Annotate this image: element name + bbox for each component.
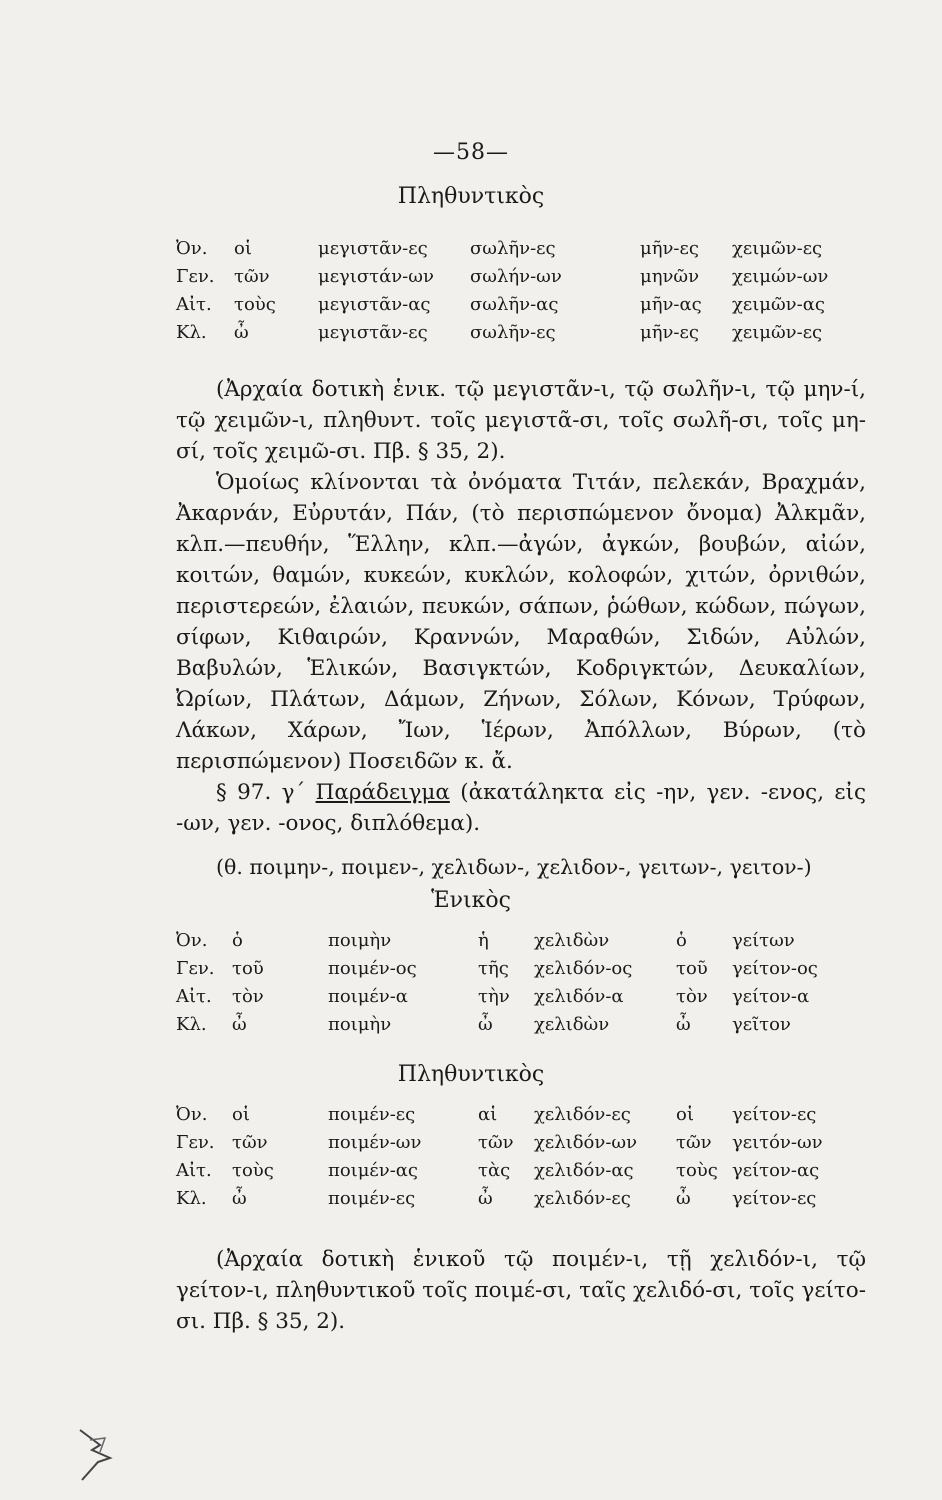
ink-blot-mark: [70, 1410, 150, 1490]
page-number: —58—: [433, 140, 509, 165]
article-masc-2: ὦ: [676, 1014, 691, 1035]
form-geiton: γείτον-ες: [732, 1104, 817, 1125]
section-number: § 97. γ΄: [216, 780, 306, 805]
article-fem: τῶν: [478, 1132, 514, 1153]
similar-nouns-paragraph: Ὁμοίως κλίνονται τὰ ὀνόματα Τιτάν, πελεκάν, Βραχμάν, Ἀκαρνάν, Εὐρυτάν, Πάν, (τὸ περισπώμενον ὄνομα) Ἀλκμᾶν, κλπ.—πευθήν, Ἕλλην, κλπ.—ἀγών, ἀγκών, βουβών, αἰών, κοιτών, θαμών, κυκεών, κυκλών, κολοφών, χιτών, ὀρνιθών, περιστερεών, ἐλαιών, πευκών, σάπων, ῥώθων, κώδων, πώγων, σίφων, Κιθαιρών, Κραννών, Μαραθών, Σιδών, Αὐλών, Βαβυλών, Ἑλικών, Βασιγκτών, Κοδριγκτών, Δευκαλίων, Ὠρίων, Πλάτων, Δάμων, Ζήνων, Σόλων, Κόνων, Τρύφων, Λάκων, Χάρων, Ἴων, Ἱέρων, Ἀπόλλων, Βύρων, (τὸ περισπώμενον) Ποσειδῶν κ. ἄ.: [176, 470, 866, 774]
table-row: [176, 1104, 856, 1132]
case-label: Γεν.: [176, 1132, 215, 1153]
form-megistan: μεγιστᾶν-ες: [318, 322, 428, 343]
form-geiton: γειτόν-ων: [732, 1132, 823, 1153]
form-chelidon: χελιδὼν: [534, 930, 610, 951]
article-masc: τῶν: [232, 1132, 268, 1153]
form-cheimon: χειμῶν-ες: [732, 322, 823, 343]
article-masc-2: ὁ: [676, 930, 687, 951]
form-megistan: μεγιστᾶν-ας: [318, 294, 431, 315]
form-chelidon: χελιδόν-ες: [534, 1188, 631, 1209]
form-chelidon: χελιδόν-ες: [534, 1104, 631, 1125]
article-fem: ὦ: [478, 1188, 493, 1209]
article-masc: οἱ: [232, 1104, 250, 1125]
body-text-block-2: [176, 1244, 866, 1337]
case-label: Κλ.: [176, 1188, 207, 1209]
theme-line: [176, 852, 866, 883]
table-row: [176, 930, 856, 958]
declension-table-singular: [176, 930, 856, 1042]
form-chelidon: χελιδόν-ας: [534, 1160, 634, 1181]
singular-heading: Ἑνικὸς: [431, 888, 511, 913]
form-chelidon: χελιδὼν: [534, 1014, 610, 1035]
form-geiton: γείτον-ας: [732, 1160, 820, 1181]
form-geiton: γεῖτον: [732, 1014, 791, 1035]
case-label: Κλ.: [176, 322, 207, 343]
ancient-dative-note: (Ἀρχαία δοτικὴ ἑνικ. τῷ μεγιστᾶν-ι, τῷ σωλῆν-ι, τῷ μην-ί, τῷ χειμῶν-ι, πληθυντ. τοῖς μεγιστᾶ-σι, τοῖς σωλῆ-σι, τοῖς μη-σί, τοῖς χειμῶ-σι. Πβ. § 35, 2).: [176, 377, 866, 464]
article-fem: τῆς: [478, 958, 509, 979]
form-geiton: γείτον-α: [732, 986, 810, 1007]
form-cheimon: χειμῶν-ες: [732, 238, 823, 259]
article-masc: τὸν: [232, 986, 264, 1007]
form-solen: σωλῆν-ας: [470, 294, 559, 315]
case-label: Αἰτ.: [176, 294, 212, 315]
theme-stems: (θ. ποιμην-, ποιμεν-, χελιδων-, χελιδον-, γειτων-, γειτον-): [216, 855, 812, 879]
article: τοὺς: [234, 294, 276, 315]
plural-heading: Πληθυντικὸς: [397, 184, 545, 209]
article-masc: τοῦ: [232, 958, 264, 979]
article-masc-2: τοῦ: [676, 958, 708, 979]
case-label: Ὀν.: [176, 238, 208, 259]
form-geiton: γείτον-ος: [732, 958, 818, 979]
article-fem: τὰς: [478, 1160, 511, 1181]
form-poimen: ποιμέν-ες: [328, 1104, 416, 1125]
form-solen: σωλήν-ων: [470, 266, 562, 287]
case-label: Κλ.: [176, 1014, 207, 1035]
table-row: [176, 294, 856, 322]
article-masc-2: τῶν: [676, 1132, 712, 1153]
form-solen: σωλῆν-ες: [470, 322, 556, 343]
article-fem: τὴν: [478, 986, 510, 1007]
form-cheimon: χειμών-ων: [732, 266, 829, 287]
table-row: [176, 238, 856, 266]
ancient-dative-note-2: (Ἀρχαία δοτικὴ ἑνικοῦ τῷ ποιμέν-ι, τῇ χελιδόν-ι, τῷ γείτον-ι, πληθυντικοῦ τοῖς ποιμέ-σι, ταῖς χελιδό-σι, τοῖς γείτο-σι. Πβ. § 35, 2).: [176, 1247, 866, 1334]
form-men: μηνῶν: [640, 266, 700, 287]
form-geiton: γείτον-ες: [732, 1188, 817, 1209]
article-fem: αἱ: [478, 1104, 498, 1125]
article-masc: ὁ: [232, 930, 243, 951]
article-masc-2: ὦ: [676, 1188, 691, 1209]
form-megistan: μεγιστάν-ων: [318, 266, 434, 287]
form-chelidon: χελιδόν-α: [534, 986, 624, 1007]
form-cheimon: χειμῶν-ας: [732, 294, 825, 315]
form-poimen: ποιμέν-α: [328, 986, 408, 1007]
section-description: (ἀκατάληκτα εἰς -ην, γεν. -ενος, εἰς -ων, γεν. -ονος, διπλόθεμα).: [176, 780, 866, 836]
form-poimen: ποιμέν-ας: [328, 1160, 419, 1181]
form-men: μῆν-ες: [640, 322, 699, 343]
article: τῶν: [234, 266, 270, 287]
declension-table-plural: [176, 1104, 856, 1216]
case-label: Γεν.: [176, 266, 215, 287]
example-label: Παράδειγμα: [315, 780, 450, 805]
case-label: Ὀν.: [176, 1104, 208, 1125]
table-row: [176, 1160, 856, 1188]
plural-heading-2: Πληθυντικὸς: [397, 1062, 545, 1087]
form-poimen: ποιμέν-ες: [328, 1188, 416, 1209]
form-poimen: ποιμὴν: [328, 1014, 392, 1035]
declension-table-1: [176, 238, 856, 350]
case-label: Ὀν.: [176, 930, 208, 951]
table-row: [176, 958, 856, 986]
body-text-block-1: [176, 374, 866, 839]
article-masc: τοὺς: [232, 1160, 274, 1181]
case-label: Αἰτ.: [176, 986, 212, 1007]
form-chelidon: χελιδόν-ος: [534, 958, 633, 979]
form-poimen: ποιμέν-ων: [328, 1132, 422, 1153]
article-masc: ὦ: [232, 1014, 247, 1035]
article-masc-2: τοὺς: [676, 1160, 718, 1181]
table-row: [176, 322, 856, 350]
article-masc-2: τὸν: [676, 986, 708, 1007]
form-solen: σωλῆν-ες: [470, 238, 556, 259]
form-men: μῆν-ας: [640, 294, 702, 315]
table-row: [176, 1014, 856, 1042]
form-geiton: γείτων: [732, 930, 795, 951]
table-row: [176, 266, 856, 294]
section-97-heading: [176, 777, 866, 839]
case-label: Γεν.: [176, 958, 215, 979]
table-row: [176, 986, 856, 1014]
article-masc-2: οἱ: [676, 1104, 694, 1125]
article-masc: ὦ: [232, 1188, 247, 1209]
article-fem: ὦ: [478, 1014, 493, 1035]
table-row: [176, 1188, 856, 1216]
form-poimen: ποιμὴν: [328, 930, 392, 951]
form-megistan: μεγιστᾶν-ες: [318, 238, 428, 259]
case-label: Αἰτ.: [176, 1160, 212, 1181]
article: ὦ: [234, 322, 249, 343]
article-fem: ἡ: [478, 930, 489, 951]
form-chelidon: χελιδόν-ων: [534, 1132, 638, 1153]
table-row: [176, 1132, 856, 1160]
article: οἱ: [234, 238, 252, 259]
form-men: μῆν-ες: [640, 238, 699, 259]
form-poimen: ποιμέν-ος: [328, 958, 417, 979]
